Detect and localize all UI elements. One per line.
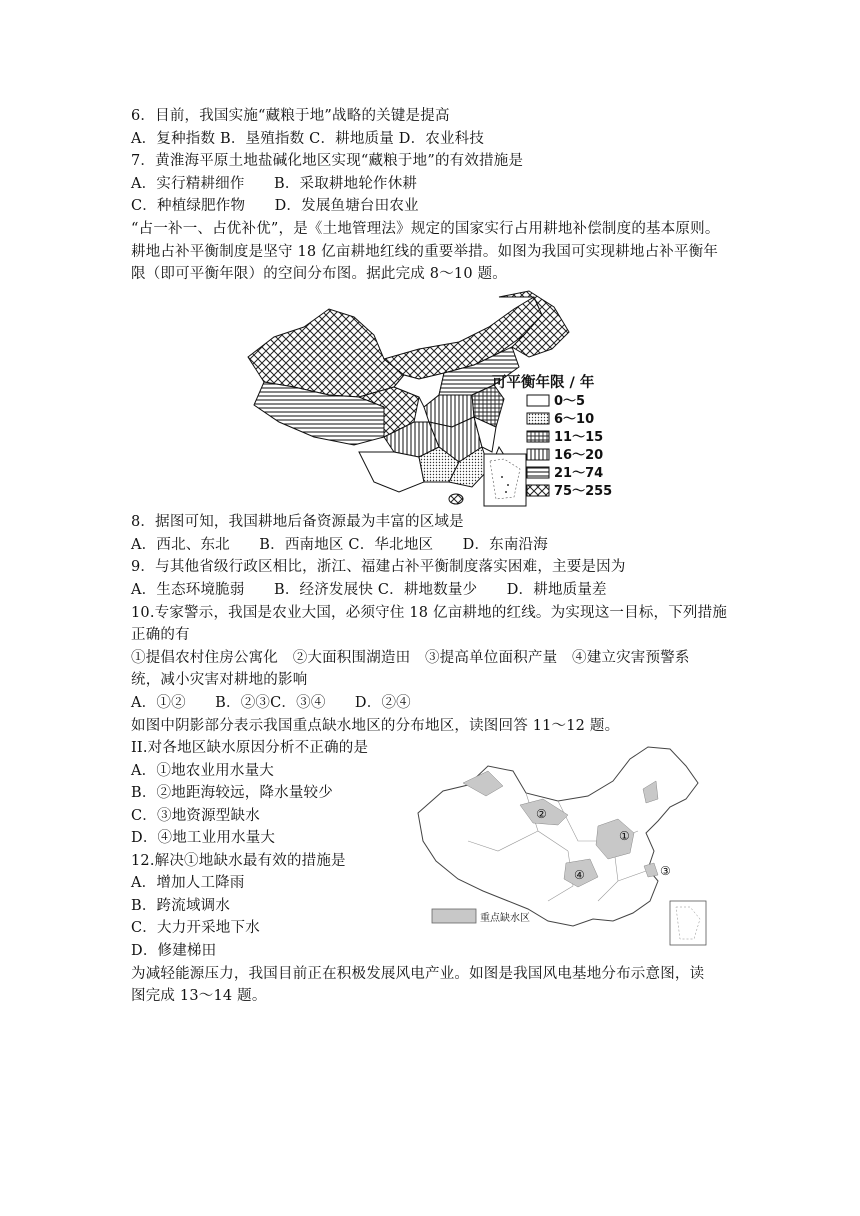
map1-legend-title: 可平衡年限 / 年 [492, 375, 595, 391]
svg-text:0～5: 0～5 [554, 394, 586, 409]
svg-text:21～74: 21～74 [554, 466, 604, 481]
svg-text:6～10: 6～10 [554, 412, 595, 427]
svg-text:①: ① [619, 829, 630, 843]
svg-text:16～20: 16～20 [554, 448, 604, 463]
q11-stem: II.对各地区缺水原因分析不正确的是 [131, 740, 369, 756]
q12-option-d: D．修建梯田 [131, 943, 217, 959]
svg-text:75～255: 75～255 [554, 484, 613, 499]
q10-items-line2: 统，减小灾害对耕地的影响 [131, 672, 308, 688]
q9-options: A．生态环境脆弱 B．经济发展快 C．耕地数量少 D．耕地质量差 [131, 582, 607, 598]
water-shortage-map [408, 741, 710, 948]
q6-options: A．复种指数 B．垦殖指数 C．耕地质量 D．农业科技 [131, 131, 485, 147]
q11-option-d: D．④地工业用水量大 [131, 830, 276, 846]
q10-items-line1: ①提倡农村住房公寓化 ②大面积围湖造田 ③提高单位面积产量 ④建立灾害预警系 [131, 650, 690, 666]
q12-option-b: B．跨流域调水 [131, 898, 231, 914]
intro-8-10-line3: 限（即可平衡年限）的空间分布图。据此完成 8～10 题。 [131, 266, 507, 282]
q9-stem: 9．与其他省级行政区相比，浙江、福建占补平衡制度落实困难，主要是因为 [131, 559, 626, 575]
intro-13-14-line2: 图完成 13～14 题。 [131, 988, 267, 1004]
q12-option-a: A．增加人工降雨 [131, 875, 245, 891]
q12-stem: 12.解决①地缺水最有效的措施是 [131, 853, 346, 869]
intro-11-12: 如图中阴影部分表示我国重点缺水地区的分布地区，读图回答 11～12 题。 [131, 718, 620, 734]
svg-text:③: ③ [660, 864, 671, 878]
intro-13-14-line1: 为减轻能源压力，我国目前正在积极发展风电产业。如图是我国风电基地分布示意图，读 [131, 966, 705, 982]
q10-stem-line1: 10.专家警示，我国是农业大国，必须守住 18 亿亩耕地的红线。为实现这一目标，下列措施 [131, 605, 728, 621]
q8-options: A．西北、东北 B．西南地区 C．华北地区 D．东南沿海 [131, 537, 548, 553]
q11-option-a: A．①地农业用水量大 [131, 763, 274, 779]
balance-years-map [234, 287, 629, 509]
q11-option-b: B．②地距海较远，降水量较少 [131, 785, 333, 801]
q10-options: A．①② B．②③C．③④ D．②④ [131, 695, 411, 711]
q6-stem: 6．目前，我国实施“藏粮于地”战略的关键是提高 [131, 108, 450, 124]
q11-option-c: C．③地资源型缺水 [131, 808, 260, 824]
q8-stem: 8．据图可知，我国耕地后备资源最为丰富的区域是 [131, 514, 464, 530]
svg-text:④: ④ [574, 868, 585, 882]
map2-legend-swatch [432, 909, 476, 923]
svg-text:②: ② [536, 807, 547, 821]
south-china-sea-inset-2 [670, 901, 706, 945]
q10-stem-line2: 正确的有 [131, 627, 190, 643]
q7-options-row2: C．种植绿肥作物 D．发展鱼塘台田农业 [131, 198, 419, 214]
map2-legend-label: 重点缺水区 [480, 913, 530, 924]
svg-text:11～15: 11～15 [554, 430, 604, 445]
intro-8-10-line1: “占一补一、占优补优”，是《土地管理法》规定的国家实行占用耕地补偿制度的基本原则。 [131, 221, 720, 237]
q7-stem: 7．黄淮海平原土地盐碱化地区实现“藏粮于地”的有效措施是 [131, 153, 524, 169]
q7-options-row1: A．实行精耕细作 B．采取耕地轮作休耕 [131, 176, 418, 192]
q12-option-c: C．大力开采地下水 [131, 920, 260, 936]
intro-8-10-line2: 耕地占补平衡制度是坚守 18 亿亩耕地红线的重要举措。如图为我国可实现耕地占补平衡年 [131, 244, 719, 260]
